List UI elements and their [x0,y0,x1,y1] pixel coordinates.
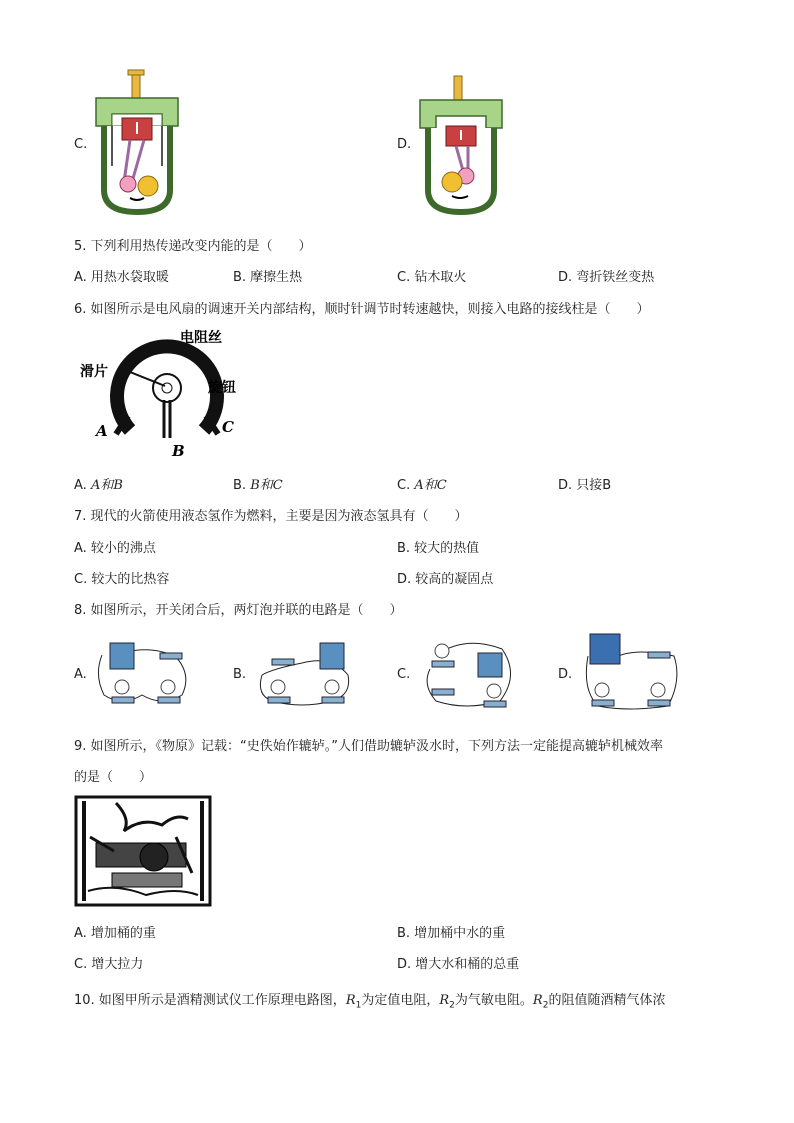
q8-option-a: A. [74,667,87,682]
q10-text-4: 的阻值随酒精气体浓 [548,993,666,1008]
q10-text-1: 10. 如图甲所示是酒精测试仪工作原理电路图， [74,993,346,1008]
q10-text-3: 为气敏电阻。 [454,993,533,1008]
r2-subscript: 2 [449,1000,455,1011]
label-knob: 旋钮 [208,380,236,396]
q7-option-b: B. 较大的热值 [397,541,480,556]
q8-stem: 8. 如图所示，开关闭合后，两灯泡并联的电路是（ ） [74,603,403,618]
q6-option-b-text: B和C [250,478,283,493]
q6-option-a-text: A和B [90,478,123,493]
engine-option-c-label: C. [74,137,88,152]
speed-switch-diagram [80,330,250,460]
label-slider: 滑片 [80,364,108,380]
q6-option-c-letter: C. [397,478,411,493]
q6-option-a [74,474,123,493]
q8-option-c: C. [397,667,411,682]
r2-subscript-repeat: 2 [542,1000,549,1011]
q8-option-b: B. [233,667,247,682]
q6-option-d-text: 只接B [576,478,612,493]
q7-option-c: C. 较大的比热容 [74,572,170,587]
q6-stem: 6. 如图所示是电风扇的调速开关内部结构，顺时针调节时转速越快，则接入电路的接线柱是（ ） [74,302,650,317]
q9-stem-line1: 9. 如图所示，《物原》记载：“史佚始作辘轳。”人们借助辘轳汲水时，下列方法一定能提高辘轳机械效率 [74,739,664,754]
engine-diagram-c [92,70,182,215]
q9-option-b: B. 增加桶中水的重 [397,926,506,941]
circuit-diagram-a [92,635,202,715]
label-resistance-wire: 电阻丝 [180,330,222,346]
q5-stem: 5. 下列利用热传递改变内能的是（ ） [74,239,312,254]
q7-stem: 7. 现代的火箭使用液态氢作为燃料，主要是因为液态氢具有（ ） [74,509,468,524]
q5-option-a: A. 用热水袋取暖 [74,270,169,285]
q7-option-d: D. 较高的凝固点 [397,572,494,587]
q5-option-b: B. 摩擦生热 [233,270,303,285]
q5-option-c: C. 钻木取火 [397,270,467,285]
terminal-c-label: C [222,418,234,436]
circuit-diagram-c [416,635,526,715]
q9-option-a: A. 增加桶的重 [74,926,156,941]
q6-option-b-letter: B. [233,478,247,493]
terminal-a-label: A [96,422,108,440]
terminal-b-label: B [172,442,185,460]
q6-option-b [233,474,283,493]
engine-diagram-d [416,74,506,214]
circuit-diagram-b [252,635,362,715]
r2-symbol: R [439,993,450,1008]
q9-stem-line2: 的是（ ） [74,770,153,785]
r2-symbol-repeat: R [532,993,543,1008]
engine-option-d-label: D. [397,137,412,152]
r1-symbol: R [345,993,356,1008]
windlass-woodcut-image [76,797,210,905]
q9-option-c: C. 增大拉力 [74,957,144,972]
q6-option-d-letter: D. [558,478,573,493]
r1-subscript: 1 [355,1000,362,1011]
q10-stem [74,989,665,1011]
q6-option-c [397,474,447,493]
q9-option-d: D. 增大水和桶的总重 [397,957,520,972]
q6-option-a-letter: A. [74,478,87,493]
q6-option-d [558,474,611,493]
q10-text-2: 为定值电阻， [361,993,440,1008]
circuit-diagram-d [578,630,688,716]
q5-option-d: D. 弯折铁丝变热 [558,270,655,285]
q6-option-c-text: A和C [414,478,447,493]
q8-option-d: D. [558,667,573,682]
q7-option-a: A. 较小的沸点 [74,541,156,556]
